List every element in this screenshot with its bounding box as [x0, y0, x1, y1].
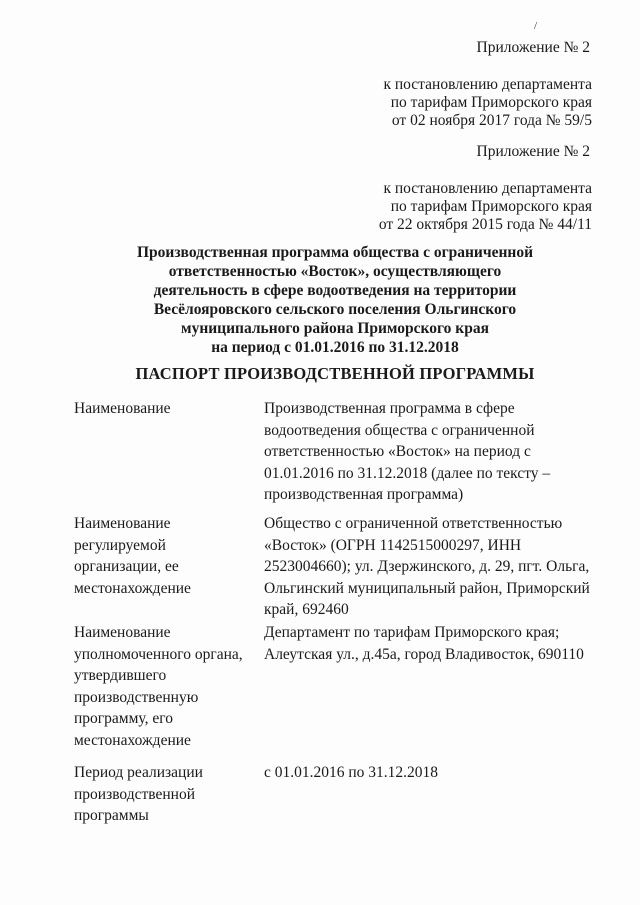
row-label	[74, 398, 259, 420]
row-label-line: программу, его	[74, 710, 173, 727]
appendix-line: от 22 октября 2015 года № 44/11	[378, 216, 592, 233]
row-label-line: Период реализации	[74, 764, 203, 781]
program-title-line: Весёлояровского сельского поселения Ольгинского	[153, 301, 517, 318]
row-value-line: с 01.01.2016 по 31.12.2018	[264, 764, 439, 781]
row-label-line: организации, ее	[74, 558, 179, 575]
row-value	[264, 398, 594, 506]
row-value-line: Общество с ограниченной ответственностью	[264, 515, 563, 532]
row-label-line: уполномоченного органа,	[74, 645, 243, 663]
row-value-line: край, 692460	[264, 601, 349, 618]
appendix-line: по тарифам Приморского края	[390, 198, 592, 215]
row-label-line: программы	[74, 807, 149, 824]
row-value-line: Алеутская ул., д.45а, город Владивосток, 690110	[264, 645, 584, 663]
row-label-line: утвердившего	[74, 667, 167, 684]
appendix-line: от 02 ноября 2017 года № 59/5	[391, 112, 592, 129]
appendix-line: к постановлению департамента	[383, 76, 592, 93]
program-title-line: муниципального района Приморского края	[181, 320, 489, 337]
row-label-line: Наименование	[74, 624, 171, 641]
row-label-line: местонахождение	[74, 731, 191, 749]
row-label-line: местонахождение	[74, 579, 191, 597]
row-label	[74, 622, 259, 751]
appendix-header-original	[379, 143, 592, 234]
row-label	[74, 762, 259, 827]
row-value-line: Департамент по тарифам Приморского края;	[264, 624, 560, 641]
margin-mark: /	[534, 20, 538, 32]
row-value-line: Ольгинский муниципальный район, Приморский	[264, 579, 590, 597]
program-title-line: Производственная программа общества с ограниченной	[136, 244, 534, 261]
program-title-line: на период с 01.01.2016 по 31.12.2018	[211, 339, 459, 356]
row-value-line: производственная программа)	[264, 486, 464, 503]
passport-heading: ПАСПОРТ ПРОИЗВОДСТВЕННОЙ ПРОГРАММЫ	[135, 364, 535, 383]
row-value-line: 01.01.2016 по 31.12.2018 (далее по тексту –	[264, 464, 551, 482]
appendix-line: к постановлению департамента	[383, 180, 592, 197]
row-label	[74, 513, 259, 599]
row-value-line: Производственная программа в сфере	[264, 400, 515, 417]
program-title-line: деятельность в сфере водоотведения на территории	[153, 282, 517, 299]
row-label-line: регулируемой	[74, 536, 166, 554]
appendix-header-current	[383, 39, 592, 130]
program-title	[100, 243, 570, 357]
row-value-line: ответственностью «Восток» на период с	[264, 443, 531, 460]
program-title-line: ответственностью «Восток», осуществляющего	[168, 263, 502, 280]
appendix-line: по тарифам Приморского края	[390, 94, 592, 111]
row-label-line: Наименование	[74, 400, 171, 417]
row-value	[264, 622, 594, 665]
row-value-line: водоотведения общества с ограниченной	[264, 421, 535, 439]
row-value	[264, 762, 594, 784]
row-label-line: Наименование	[74, 515, 171, 532]
row-value-line: 2523004660); ул. Дзержинского, д. 29, пгт. Ольга,	[264, 558, 590, 575]
row-value	[264, 513, 594, 621]
row-value-line: «Восток» (ОГРН 1142515000297, ИНН	[264, 536, 522, 554]
row-label-line: производственной	[74, 785, 196, 803]
appendix-title: Приложение № 2	[476, 39, 590, 56]
row-label-line: производственную	[74, 688, 199, 706]
appendix-title: Приложение № 2	[476, 143, 590, 160]
